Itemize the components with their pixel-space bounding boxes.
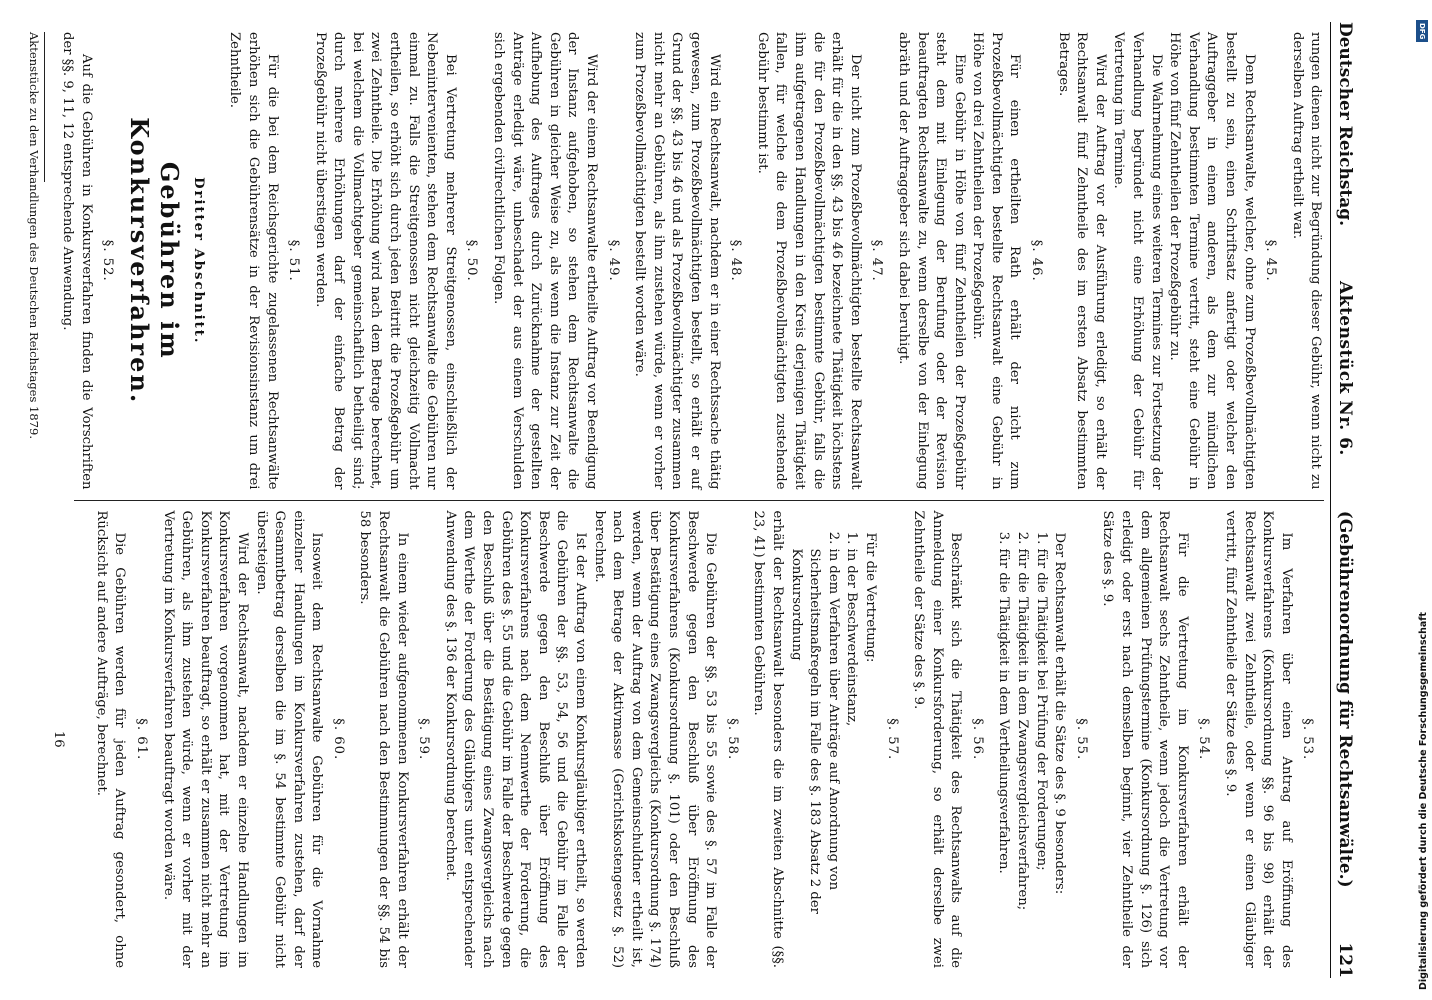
paragraph-heading: §. 60. xyxy=(330,718,346,761)
paragraph: Im Verfahren über einen Antrag auf Eröffnung des Konkursverfahrens (Konkursordnung §§. 96 bis 98) erhält der Rechtsanwalt zwei Zehntheile, oder wenn er einen Gläubiger vertritt, fünf Zehntheile der Sätze des §. 9. xyxy=(1223,510,1294,968)
list-item: 2. in dem Verfahren über Anträge auf Anordnung von Sicherheitsmaßregeln im Falle des §. 183 Absatz 2 der Konkursordnung xyxy=(786,549,842,969)
item-list xyxy=(786,511,860,969)
paragraph: Beschränkt sich die Thätigkeit des Rechtsanwalts auf die Anmeldung einer Konkursforderung, so erhält derselbe zwei Zehntheile der Sätze des §. 9. xyxy=(911,510,964,968)
header-center: Aktenstück Nr. 6. xyxy=(1335,280,1355,456)
footnote: Aktenstücke zu den Verhandlungen des Deutschen Reichstages 1879. xyxy=(27,32,42,439)
paragraph-heading: §. 45. xyxy=(1263,239,1279,282)
header-left: Deutscher Reichstag. xyxy=(1335,22,1355,227)
text-columns xyxy=(27,22,1324,978)
section-title: Gebühren im Konkursverfahren. xyxy=(125,117,185,405)
paragraph: erhält der Rechtsanwalt besonders die im zweiten Abschnitte (§§. 23, 41) bestimmten Gebühren. xyxy=(751,510,785,968)
list-item: 3. für die Thätigkeit in dem Vertheilungsverfahren. xyxy=(994,549,1013,969)
paragraph-heading: §. 56. xyxy=(969,718,985,761)
section-label: Dritter Abschnitt. xyxy=(190,177,206,345)
paragraph-heading: §. 48. xyxy=(728,239,744,282)
dfg-logo: DFG xyxy=(1416,20,1428,42)
paragraph: Für die bei dem Reichsgerichte zugelassenen Rechtsanwälte erhöhen sich die Gebührensätze in der Revisionsinstanz um drei Zehntheile. xyxy=(227,32,280,490)
paragraph: Wird der einem Rechtsanwalte ertheilte Auftrag vor Beendigung der Instanz aufgehoben, so stehen dem Rechtsanwalte die Gebühren in gleicher Weise zu, als wenn die Instanz zur Zeit der Aufhebung des Auftrages durch Zurücknahme der gestellten Anträge erledigt wäre, unbeschadet der aus einem Verschulden sich ergebenden civilrechtlichen Folgen. xyxy=(491,32,600,490)
paragraph: Bei Vertretung mehrerer Streitgenossen, einschließlich der Nebenintervenienten, stehen dem Rechtsanwalte die Gebühren nur einmal zu. Falls die Streitgenossen nicht gleichzeitig Vollmacht ertheilen, so erhöht sich durch jeden Beitritt die Prozeßgebühr um zwei Zehntheile. Die Erhöhung wird nach dem Betrage berechnet, bei welchem die Vollmachtgeber gemeinschaftlich betheiligt sind; durch mehrere Erhöhungen darf der einfache Betrag der Prozeßgebühr nicht überstiegen werden. xyxy=(312,32,458,490)
paragraph: Wird der Auftrag vor der Ausführung erledigt, so erhält der Rechtsanwalt fünf Zehntheile des im ersten Absatz bestimmten Betrages. xyxy=(1055,32,1108,490)
paragraph-heading: §. 57. xyxy=(884,718,900,761)
paragraph: Für einen ertheilten Rath erhält der nicht zum Prozeßbevollmächtigten bestellte Rechtsanwalt eine Gebühr in Höhe von drei Zehntheilen der Prozeßgebühr. xyxy=(970,32,1023,490)
paragraph-heading: §. 51. xyxy=(286,239,302,282)
item-list xyxy=(994,511,1050,969)
paragraph-heading: §. 55. xyxy=(1073,718,1089,761)
paragraph: Wird ein Rechtsanwalt, nachdem er in einer Rechtssache thätig gewesen, zum Prozeßbevollmächtigten bestellt, so erhält er auf Grund der §§. 43 bis 46 und als Prozeßbevollmächtigter zusammen nicht mehr an Gebühren, als ihm zustehen würde, wenn er vorher zum Prozeßbevollmächtigten bestellt worden wäre. xyxy=(632,32,722,490)
paragraph: Wird der Rechtsanwalt, nachdem er einzelne Handlungen im Konkursverfahren vorgenommen hat, mit der Vertretung im Konkursverfahren beauftragt, so erhält er zusammen nicht mehr an Gebühren, als ihm zustehen würde, wenn er vorher mit der Vertretung im Konkursverfahren beauftragt worden wäre. xyxy=(160,510,250,968)
left-column xyxy=(27,22,1324,501)
paragraph-heading: §. 58. xyxy=(724,718,740,761)
paragraph: In einem wieder aufgenommenen Konkursverfahren erhält der Rechtsanwalt die Gebühren nach den Bestimmungen der §§. 54 bis 58 besonders. xyxy=(357,510,410,968)
header-right-title: (Gebührenordnung für Rechtsanwälte.) xyxy=(1335,510,1355,888)
paragraph: Der Rechtsanwalt erhält die Sätze des §. 9 besonders: xyxy=(1052,532,1068,895)
list-item: 2. für die Thätigkeit in dem Zwangsvergleichsverfahren; xyxy=(1013,549,1032,969)
paragraph: rungen dienen nicht zur Begründung dieser Gebühr, wenn nicht zu derselben Auftrag ertheilt war. xyxy=(1289,32,1324,490)
paragraph: Insoweit dem Rechtsanwalte Gebühren für die Vornahme einzelner Handlungen im Konkursverfahren zustehen, darf der Gesammtbetrag derselben die im §. 54 bestimmte Gebühr nicht übersteigen. xyxy=(253,510,325,968)
paragraph-heading: §. 59. xyxy=(416,718,432,761)
paragraph: Für die Vertretung: xyxy=(862,532,878,663)
paragraph-heading: §. 52. xyxy=(100,239,116,282)
sheet-number: 16 xyxy=(51,730,67,748)
paragraph-heading: §. 49. xyxy=(605,239,621,282)
paragraph-heading: §. 54. xyxy=(1196,718,1212,761)
paragraph: Die Gebühren werden für jeden Auftrag gesondert, ohne Rücksicht auf andere Aufträge, berechnet. xyxy=(93,510,128,968)
paragraph-heading: §. 46. xyxy=(1029,239,1045,282)
paragraph: Die Wahrnehmung eines weiteren Termines zur Fortsetzung der Verhandlung begründet nicht eine Erhöhung der Gebühr für Vertretung im Termine. xyxy=(1111,32,1164,490)
right-column xyxy=(51,501,1324,979)
paragraph: Dem Rechtsanwalte, welcher, ohne zum Prozeßbevollmächtigten bestellt zu sein, einen Schriftsatz anfertigt oder welcher den Auftraggeber in einem anderen, als dem zur mündlichen Verhandlung bestimmten Termine vertritt, steht eine Gebühr in Höhe von fünf Zehntheilen der Prozeßgebühr zu. xyxy=(1167,32,1257,490)
list-item: 1. für die Thätigkeit bei Prüfung der Forderungen; xyxy=(1031,549,1050,969)
paragraph: Eine Gebühr in Höhe von fünf Zehntheilen der Prozeßgebühr steht dem mit Einlegung der Berufung oder der Revision beauftragten Rechtsanwalte zu, wenn derselbe von der Einlegung abräth und der Auftraggeber sich dabei beruhigt. xyxy=(895,32,967,490)
running-head xyxy=(1330,22,1354,978)
paragraph-heading: §. 61. xyxy=(133,718,149,761)
paragraph-heading: §. 53. xyxy=(1300,718,1316,761)
paragraph: Auf die Gebühren in Konkursverfahren finden die Vorschriften der §§. 9, 11, 12 entsprechende Anwendung. xyxy=(59,32,94,490)
footnote-rule xyxy=(44,32,45,182)
digitization-note: Digitalisierung gefördert durch die Deutsche Forschungsgemeinschaft xyxy=(1418,612,1429,990)
paragraph-heading: §. 50. xyxy=(464,239,480,282)
paragraph: Ist der Auftrag von einem Konkursgläubiger ertheilt, so werden die Gebühren der §§. 53, 54, 56 und die Gebühr im Falle der Beschwerde gegen den Beschluß über Eröffnung des Konkursverfahrens nach dem Nennwerthe der Forderung, die Gebühren des §. 55 und die Gebühr im Falle der Beschwerde gegen den Beschluß über die Bestätigung eines Zwangsvergleichs nach dem Werthe der Forderung des Gläubigers unter entsprechender Anwendung des §. 136 der Konkursordnung berechnet. xyxy=(442,510,589,968)
paragraph: Die Gebühren der §§. 53 bis 55 sowie des §. 57 im Falle der Beschwerde gegen den Beschluß über Eröffnung des Konkursverfahrens (Konkursordnung §. 101) oder den Beschluß über Bestätigung eines Zwangsvergleichs (Konkursordnung §. 174) werden, wenn der Auftrag von dem Gemeinschuldner ertheilt ist, nach dem Betrage der Aktivmasse (Gerichtskostengesetz §. 52) berechnet. xyxy=(591,510,719,968)
paragraph: Der nicht zum Prozeßbevollmächtigten bestellte Rechtsanwalt erhält für die in den §§. 43 bis 46 bezeichnete Thätigkeit höchstens die für den Prozeßbevollmächtigten bestimmte Gebühr, falls die ihm aufgetragenen Handlungen in den Kreis derjenigen Thätigkeit fallen, für welche die dem Prozeßbevollmächtigten zustehende Gebühr bestimmt ist. xyxy=(754,32,863,490)
list-item: 1. in der Beschwerdeinstanz, xyxy=(842,549,861,969)
paragraph: Für die Vertretung im Konkursverfahren erhält der Rechtsanwalt sechs Zehntheile, wenn jedoch die Vertretung vor dem allgemeinen Prüfungstermine (Konkursordnung §. 126) sich erledigt oder erst nach demselben beginnt, vier Zehntheile der Sätze des §. 9. xyxy=(1100,510,1190,968)
page-number: 121 xyxy=(1335,942,1355,978)
paragraph-heading: §. 47. xyxy=(869,239,885,282)
